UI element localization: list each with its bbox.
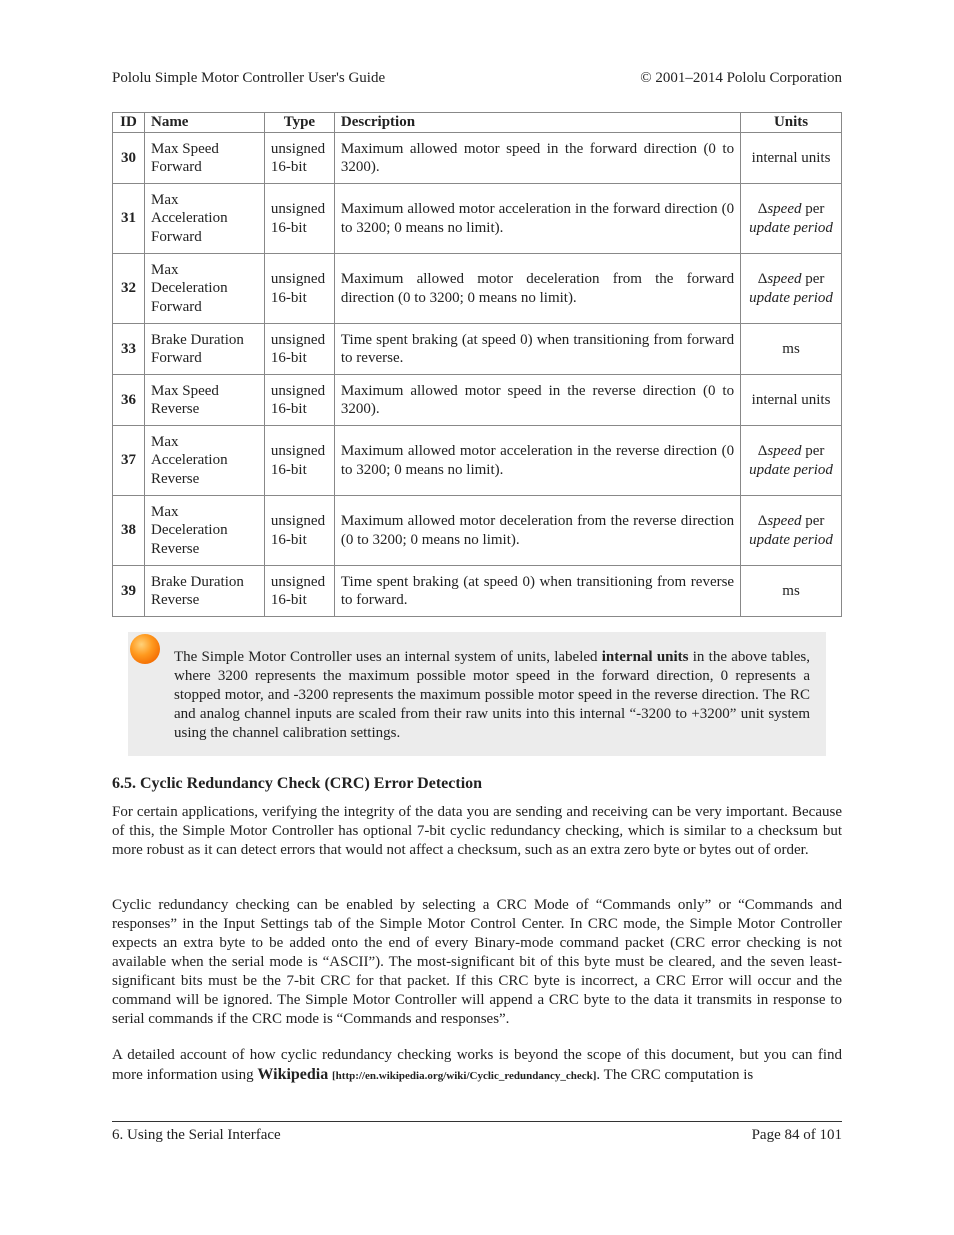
page-footer (112, 1127, 842, 1147)
paragraph-intro: For certain applications, verifying the integrity of the data you are sending and receiving can be very important. Because of this, the Simple Motor Controller has optional 7-bit cyclic redundancy checking, which is similar to a checksum but more robust as it can detect errors that would not affect a checksum, such as an extra zero byte or bytes out of order. (112, 804, 842, 858)
lightbulb-icon (130, 634, 160, 664)
cell-description: Maximum allowed motor acceleration in the forward direction (0 to 3200; 0 means no limit). (334, 184, 740, 254)
cell-name: Max Speed Reverse (144, 375, 264, 426)
cell-type: unsigned 16-bit (264, 184, 334, 254)
cell-type: unsigned 16-bit (264, 496, 334, 566)
wikipedia-url[interactable]: [http://en.wikipedia.org/wiki/Cyclic_redundancy_check] (332, 1070, 597, 1082)
cell-id: 37 (113, 426, 145, 496)
table-row (113, 566, 842, 617)
cell-id: 39 (113, 566, 145, 617)
table-header-row (113, 113, 842, 133)
header-title: Pololu Simple Motor Controller User's Guide (112, 70, 386, 86)
table-row (113, 496, 842, 566)
footer-chapter: 6. Using the Serial Interface (112, 1127, 281, 1143)
table-row (113, 133, 842, 184)
cell-description: Maximum allowed motor deceleration from the reverse direction (0 to 3200; 0 means no limit). (334, 496, 740, 566)
cell-id: 36 (113, 375, 145, 426)
note-text: The Simple Motor Controller uses an internal system of units, labeled internal units in the above tables, where 3200 represents the maximum possible motor speed in the forward direction, 0 represents a stopped motor, and -3200 represents the maximum possible motor speed in the reverse direction. The RC and analog channel inputs are scaled from their raw units into this internal “-3200 to +3200” unit system using the channel calibration settings. (174, 649, 810, 741)
cell-type: unsigned 16-bit (264, 133, 334, 184)
header-copyright: © 2001–2014 Pololu Corporation (640, 70, 842, 86)
table-row (113, 426, 842, 496)
cell-name: Brake Duration Forward (144, 324, 264, 375)
cell-description: Maximum allowed motor acceleration in the reverse direction (0 to 3200; 0 means no limit). (334, 426, 740, 496)
column-header-type: Type (264, 113, 334, 133)
column-header-units: Units (741, 113, 842, 133)
column-header-id: ID (113, 113, 145, 133)
cell-id: 38 (113, 496, 145, 566)
cell-units: Δspeed per update period (741, 496, 842, 566)
cell-name: Max Acceleration Forward (144, 184, 264, 254)
wikipedia-link[interactable]: Wikipedia (257, 1066, 329, 1083)
cell-description: Time spent braking (at speed 0) when transitioning from reverse to forward. (334, 566, 740, 617)
cell-units: ms (741, 566, 842, 617)
cell-description: Time spent braking (at speed 0) when transitioning from forward to reverse. (334, 324, 740, 375)
cell-name: Max Deceleration Reverse (144, 496, 264, 566)
info-note-box (128, 632, 826, 756)
settings-table (112, 112, 842, 617)
cell-units: Δspeed per update period (741, 426, 842, 496)
cell-id: 30 (113, 133, 145, 184)
cell-units: Δspeed per update period (741, 184, 842, 254)
footer-divider (112, 1121, 842, 1122)
cell-id: 31 (113, 184, 145, 254)
paragraph-wikipedia: A detailed account of how cyclic redundancy checking works is beyond the scope of this document, but you can find more information using Wikipedia [http://en.wikipedia.org/wiki/Cyclic_redundancy_check]. The CRC computation is (112, 1047, 842, 1083)
cell-name: Max Deceleration Forward (144, 254, 264, 324)
cell-name: Brake Duration Reverse (144, 566, 264, 617)
page-header (112, 70, 842, 90)
column-header-name: Name (144, 113, 264, 133)
cell-description: Maximum allowed motor speed in the forward direction (0 to 3200). (334, 133, 740, 184)
cell-id: 33 (113, 324, 145, 375)
cell-units: ms (741, 324, 842, 375)
table-row (113, 184, 842, 254)
cell-units: internal units (741, 133, 842, 184)
cell-id: 32 (113, 254, 145, 324)
cell-units: Δspeed per update period (741, 254, 842, 324)
note-bold-term: internal units (601, 649, 689, 665)
cell-type: unsigned 16-bit (264, 426, 334, 496)
cell-units: internal units (741, 375, 842, 426)
cell-name: Max Acceleration Reverse (144, 426, 264, 496)
cell-type: unsigned 16-bit (264, 566, 334, 617)
cell-description: Maximum allowed motor deceleration from the forward direction (0 to 3200; 0 means no limit). (334, 254, 740, 324)
section-heading: 6.5. Cyclic Redundancy Check (CRC) Error Detection (112, 775, 483, 792)
table-row (113, 324, 842, 375)
footer-page-number: Page 84 of 101 (751, 1127, 842, 1143)
table-row (113, 254, 842, 324)
table-row (113, 375, 842, 426)
cell-description: Maximum allowed motor speed in the reverse direction (0 to 3200). (334, 375, 740, 426)
cell-type: unsigned 16-bit (264, 254, 334, 324)
column-header-description: Description (334, 113, 740, 133)
cell-name: Max Speed Forward (144, 133, 264, 184)
paragraph-crc-mode: Cyclic redundancy checking can be enabled by selecting a CRC Mode of “Commands only” or “Commands and responses” in the Input Settings tab of the Simple Motor Control Center. In CRC mode, the Simple Motor Controller expects an extra byte to be added onto the end of every Binary-mode command packet (CRC error checking is not available when the serial mode is “ASCII”). The most-significant bit of this byte must be cleared, and the seven least-significant bits must be the 7-bit CRC for that packet. If this CRC byte is incorrect, a CRC Error will occur and the command will be ignored. The Simple Motor Controller will append a CRC byte to the data it transmits in response to serial commands if the CRC mode is “Commands and responses”. (112, 897, 842, 1027)
cell-type: unsigned 16-bit (264, 375, 334, 426)
cell-type: unsigned 16-bit (264, 324, 334, 375)
